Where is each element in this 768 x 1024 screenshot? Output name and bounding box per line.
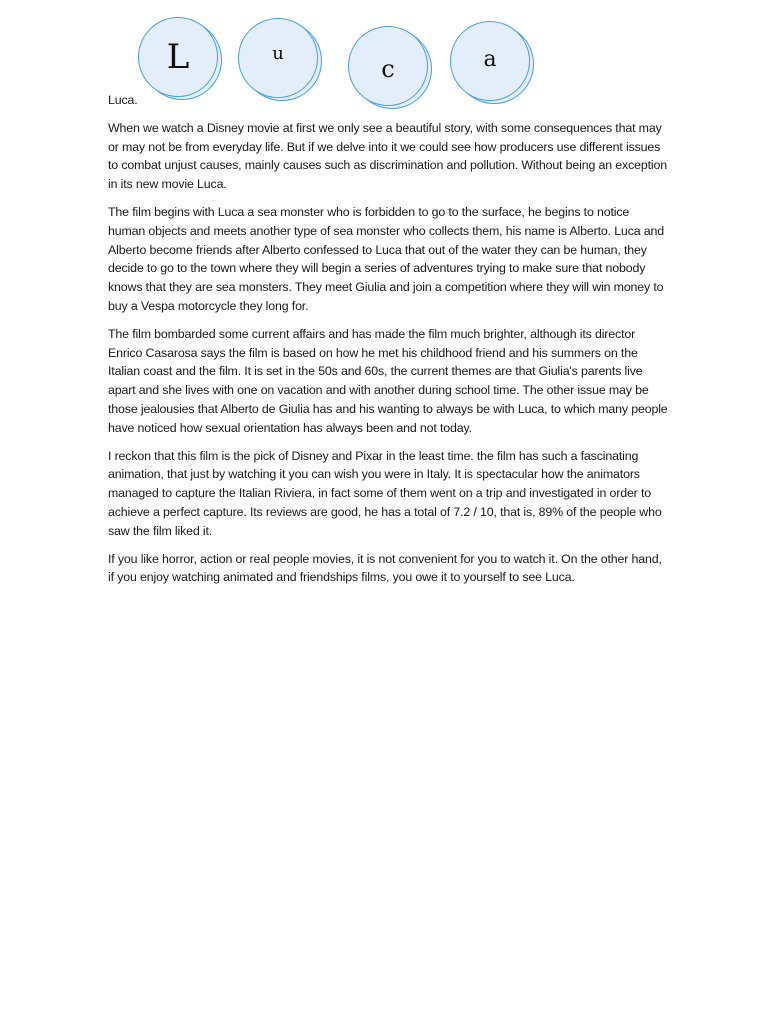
paragraph-1: When we watch a Disney movie at first we only see a beautiful story, with some consequences that may or may not be from everyday life. But if we delve into it we could see how producers use different issues to combat unjust causes, mainly causes such as discrimination and pollution. Without being an exception in its new movie Luca. bbox=[108, 120, 667, 192]
paragraph-2: The film begins with Luca a sea monster who is forbidden to go to the surface, he begins to notice human objects and meets another type of sea monster who collects them, his name is Alberto. Luca and Alberto become friends after Alberto confessed to Luca that out of the water they can be human, they decide to go to the town where they will begin a series of adventures trying to make sure that nobody knows that they are sea monsters. They meet Giulia and join a competition where they will win money to buy a Vespa motorcycle they long for. bbox=[108, 204, 664, 313]
circle-face bbox=[138, 17, 218, 97]
title-letter: L bbox=[166, 37, 190, 77]
paragraph-4: I reckon that this film is the pick of Disney and Pixar in the least time. the film has such a fascinating animation, that just by watching it you can wish you were in Italy. It is spectacular how the animators managed to capture the Italian Riviera, in fact some of them went on a trip and investigated in order to achieve a perfect capture. Its reviews are good, he has a total of 7.2 / 10, that is, 89% of the people who saw the film liked it. bbox=[108, 448, 662, 538]
document-heading: Luca. bbox=[108, 93, 138, 107]
title-circle-1 bbox=[138, 17, 220, 99]
paragraph-3: The film bombarded some current affairs and has made the film much brighter, although its director Enrico Casarosa says the film is based on how he met his childhood friend and his summers on the Italian coast and the film. It is set in the 50s and 60s, the current themes are that Giulia's parents live apart and she lives with one on vacation and with another during school time. The other issue may be those jealousies that Alberto de Giulia has and his wanting to always be with Luca, to which many people have noticed how sexual orientation has always been and not today. bbox=[108, 326, 668, 435]
document-body bbox=[108, 91, 668, 596]
title-letter: c bbox=[381, 55, 395, 83]
title-letter: a bbox=[483, 46, 497, 72]
circle-face bbox=[450, 21, 530, 101]
title-letter: u bbox=[272, 43, 284, 64]
title-circle-2 bbox=[238, 18, 320, 100]
paragraph-5: If you like horror, action or real people movies, it is not convenient for you to watch it. On the other hand, if you enjoy watching animated and friendships films, you owe it to yourself to see Luca. bbox=[108, 551, 662, 585]
circle-face bbox=[238, 18, 318, 98]
